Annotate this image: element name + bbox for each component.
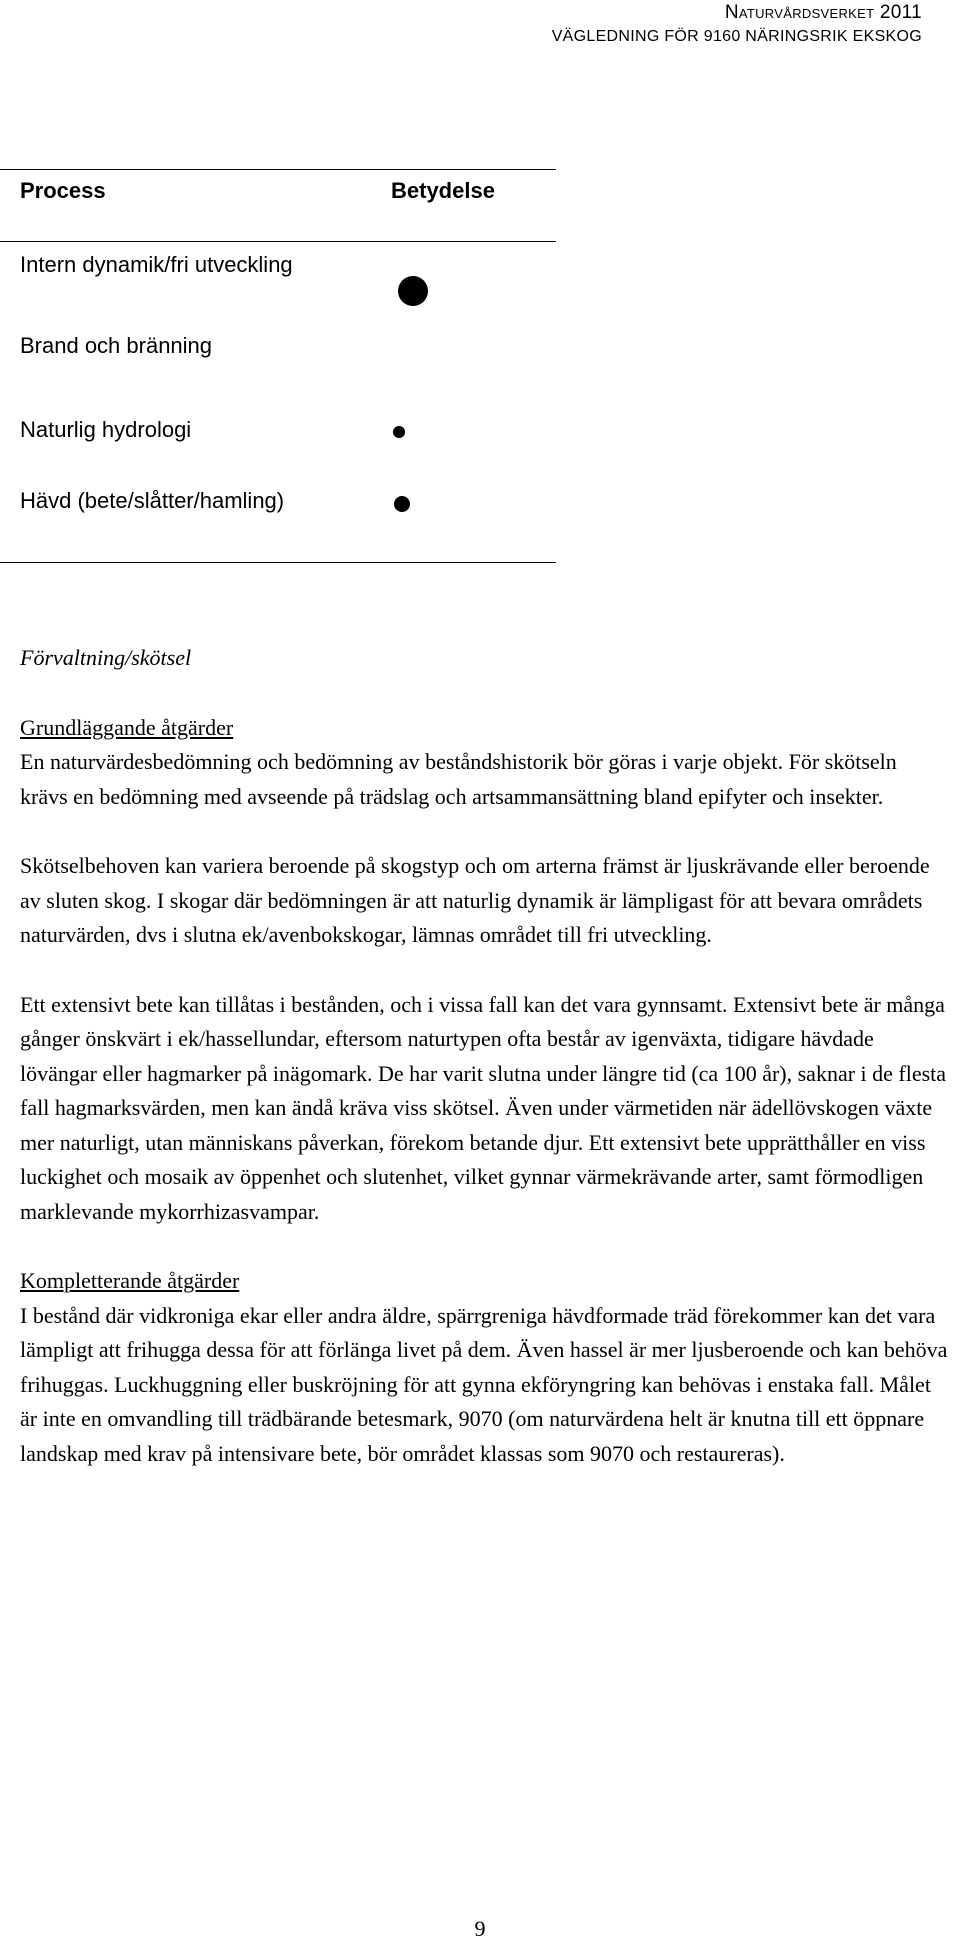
table-header-rule (0, 241, 556, 242)
complementary-measures-heading: Kompletterande åtgärder (20, 1268, 240, 1293)
column-header-significance: Betydelse (391, 178, 495, 203)
running-header (552, 2, 922, 46)
header-document-title: VÄGLEDNING FÖR 9160 NÄRINGSRIK EKSKOG (551, 27, 922, 45)
paragraph: Ett extensivt bete kan tillåtas i bestånden, och i vissa fall kan det vara gynnsamt. Extensivt bete är många gånger önskvärt i ek/hassellundar, eftersom naturtypen ofta består av igenväxta, tidigare hävdade lövängar eller hagmarker på inägomark. De har varit slutna under längre tid (ca 100 år), saknar i de flesta fall hagmarksvärden, men kan ändå kräva viss skötsel. Även under värmetiden när ädellövskogen växte mer naturligt, utan människans påverkan, förekom betande djur. Ett extensivt bete upprätthåller en viss luckighet och mosaik av öppenhet och slutenhet, vilket gynnar värmekrävande arter, samt förmodligen marklevande mykorrhizasvampar. (20, 991, 947, 1224)
table-row-process: Brand och bränning (20, 333, 213, 358)
table-row-process: Hävd (bete/slåtter/hamling) (20, 488, 285, 513)
paragraph: Skötselbehoven kan variera beroende på skogstyp och om arterna främst är ljuskrävande eller beroende av sluten skog. I skogar där bedömningen är att naturlig dynamik är lämpligast för att bevara områdets naturvärden, dvs i slutna ek/avenbokskogar, lämnas området till fri utveckling. (20, 853, 930, 947)
header-publisher: Naturvårdsverket 2011 (724, 2, 922, 23)
significance-large-dot (398, 276, 428, 306)
table-row-process: Intern dynamik/fri utveckling (20, 252, 293, 277)
basic-measures-heading: Grundläggande åtgärder (20, 714, 234, 740)
table-row-process: Naturlig hydrologi (20, 417, 192, 442)
table-bottom-rule (0, 562, 556, 563)
page-number: 9 (474, 1916, 486, 1941)
table-top-rule (0, 169, 556, 170)
paragraph: En naturvärdesbedömning och bedömning av beståndshistorik bör göras i varje objekt. För skötseln krävs en bedömning med avseende på trädslag och artsammansättning bland epifyter och insekter. (20, 749, 897, 809)
section-heading: Förvaltning/skötsel (20, 645, 192, 670)
paragraph: I bestånd där vidkroniga ekar eller andra äldre, spärrgreniga hävdformade träd förekommer kan det vara lämpligt att frihugga dessa för att förlänga livet på dem. Även hassel är mer ljusberoende och kan behöva frihuggas. Luckhuggning eller buskröjning för att gynna ekföryngring kan behövas i enstaka fall. Målet är inte en omvandling till trädbärande betesmark, 9070 (om naturvärdena helt är knutna till ett öppnare landskap med krav på intensivare bete, bör området klassas som 9070 och restaureras). (20, 1302, 948, 1466)
significance-small-dot (393, 426, 405, 438)
body-text (20, 641, 948, 1471)
column-header-process: Process (20, 178, 106, 203)
significance-medium-dot (394, 496, 410, 512)
